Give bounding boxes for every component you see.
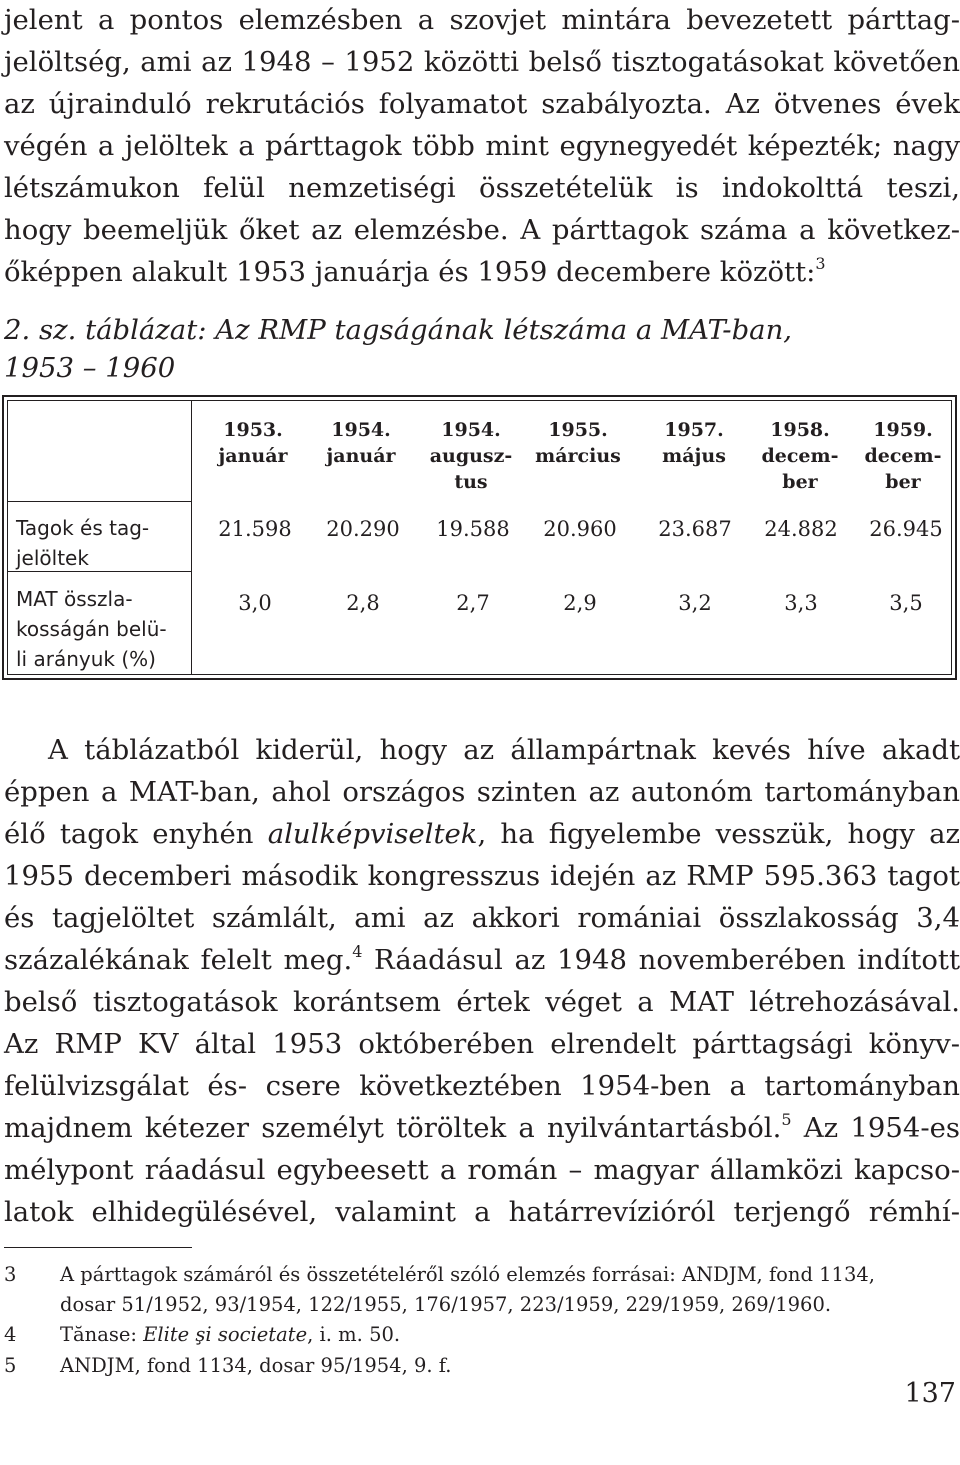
footnote-text: ANDJM, fond 1134, dosar 95/1954, 9. f. (60, 1354, 452, 1377)
page-number: 137 (904, 1378, 956, 1409)
column-header: 1957. május (662, 419, 726, 467)
column-header: 1954. augusz- tus (429, 419, 513, 493)
footnote-text: A párttagok számáról és összetételéről szóló elemzés forrásai: ANDJM, fond 1134, (60, 1263, 875, 1286)
table-cell: 21.598 (218, 517, 292, 541)
column-header: 1959. decem- ber (864, 419, 942, 493)
text-line: százalékának felelt meg.$^4$ Ráadásul az 1948 novemberében indított (4, 942, 960, 976)
table-cell: 26.945 (869, 517, 943, 541)
row-label: Tagok és tag- jelöltek (16, 516, 150, 570)
column-header: 1958. decem- ber (761, 419, 839, 493)
text-line: belső tisztogatások korántsem értek véget a MAT létrehozásával. (4, 986, 960, 1018)
table-caption: 2. sz. táblázat: Az RMP tagságának létszáma a MAT-ban, (4, 314, 793, 346)
footnote-rule (4, 1247, 192, 1248)
table-cell: 23.687 (658, 517, 732, 541)
footnote-ref: 4 (352, 942, 363, 961)
column-header: 1954. január (326, 419, 396, 467)
table-caption: 1953 – 1960 (4, 352, 176, 384)
text-line: felülvizsgálat és- csere következtében 1954-ben a tartományban (4, 1070, 960, 1102)
text-line: éppen a MAT-ban, ahol országos szinten az autonóm tartományban (4, 776, 960, 808)
footnote-text: dosar 51/1952, 93/1954, 122/1955, 176/1957, 223/1959, 229/1959, 269/1960. (60, 1293, 832, 1316)
footnote-number: 4 (4, 1323, 17, 1346)
text-line: 1955 decemberi második kongresszus idején az RMP 595.363 tagot (4, 860, 960, 892)
table-cell: 3,5 (889, 591, 923, 615)
column-header: 1953. január (218, 419, 288, 467)
text-line: latok elhidegülésével, valamint a határrevízióról terjengő rémhí- (4, 1196, 960, 1228)
membership-table (2, 395, 957, 680)
row-divider (8, 501, 191, 502)
table-cell: 24.882 (764, 517, 838, 541)
text-line: jelöltség, ami az 1948 – 1952 közötti belső tisztogatásokat követően (4, 46, 960, 78)
italic-term: alulképviseltek (267, 818, 478, 850)
table-cell: 3,0 (238, 591, 272, 615)
footnote-number: 3 (4, 1263, 17, 1286)
text-line: létszámukon felül nemzetiségi összetételük is indokolttá teszi, (4, 172, 960, 204)
text-line: majdnem kétezer személyt töröltek a nyilvántartásból.$^5$ Az 1954-es (4, 1110, 960, 1144)
footnote-ref: 5 (781, 1110, 792, 1129)
text-line: mélypont ráadásul egybeesett a román – magyar államközi kapcso- (4, 1154, 960, 1186)
column-header: 1955. március (535, 419, 621, 467)
text-line: őképpen alakult 1953 januárja és 1959 decembere között:$^3$ (4, 254, 826, 288)
footnote-text: Tănase: Elite şi societate, i. m. 50. (60, 1323, 401, 1346)
text-line: jelent a pontos elemzésben a szovjet mintára bevezetett párttag- (4, 4, 960, 36)
table-frame (7, 400, 952, 675)
footnote-number: 5 (4, 1354, 17, 1377)
table-cell: 2,9 (563, 591, 597, 615)
table-cell: 20.290 (326, 517, 400, 541)
text-line: az újrainduló rekrutációs folyamatot szabályozta. Az ötvenes évek (4, 88, 960, 120)
text-line: élő tagok enyhén alulképviseltek, ha figyelembe vesszük, hogy az (4, 818, 960, 850)
table-cell: 2,8 (346, 591, 380, 615)
text-line: hogy beemeljük őket az elemzésbe. A párttagok száma a következ- (4, 214, 960, 246)
table-cell: 19.588 (436, 517, 510, 541)
table-cell: 3,2 (678, 591, 712, 615)
table-cell: 20.960 (543, 517, 617, 541)
text-line: és tagjelöltet számlált, ami az akkori romániai összlakosság 3,4 (4, 902, 960, 934)
table-cell: 3,3 (784, 591, 818, 615)
text-line: Az RMP KV által 1953 októberében elrendelt párttagsági könyv- (4, 1028, 960, 1060)
table-cell: 2,7 (456, 591, 490, 615)
text-line: A táblázatból kiderül, hogy az állampártnak kevés híve akadt (48, 734, 960, 766)
footnote-ref: 3 (815, 254, 826, 273)
text-line: végén a jelöltek a párttagok több mint egynegyedét képezték; nagy (4, 130, 960, 162)
row-label: MAT összla- kosságán belü- li arányuk (%) (16, 587, 167, 671)
